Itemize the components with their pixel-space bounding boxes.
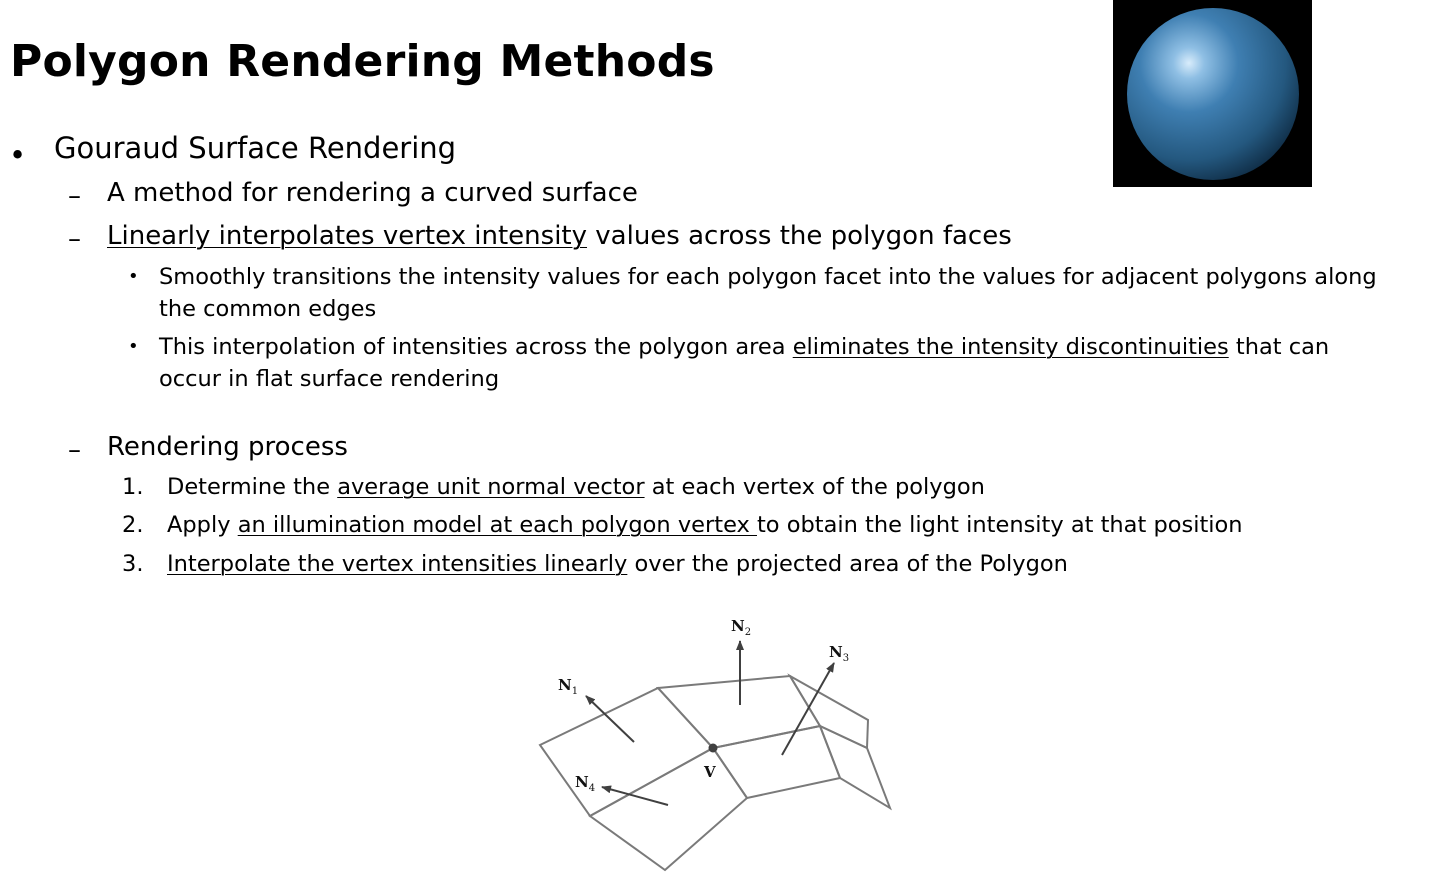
step-number: 2. — [122, 512, 144, 538]
label-n2: $N_2$ — [731, 617, 752, 638]
underlined-phrase: eliminates the intensity discontinuities — [792, 334, 1229, 360]
process-heading: Rendering process — [107, 432, 348, 462]
dot-marker: • — [128, 266, 139, 287]
vertex-v-dot — [709, 744, 718, 753]
vertex-normal-diagram — [520, 608, 920, 876]
label-n3: $N_3$ — [829, 643, 850, 664]
underlined-phrase: Linearly interpolates vertex intensity — [107, 221, 588, 251]
sub-item-text: values across the polygon faces — [587, 221, 1012, 251]
detail-smooth-line2: the common edges — [159, 296, 377, 322]
dash-marker: – — [68, 181, 81, 211]
sphere-illustration — [1113, 0, 1312, 187]
detail-smooth-line1: Smoothly transitions the intensity values for each polygon facet into the values for adjacent polygons along — [159, 264, 1377, 290]
underlined-phrase: Interpolate the vertex intensities linearly — [167, 551, 628, 577]
detail-eliminates-line1 — [159, 334, 1329, 360]
label-n1: $N_1$ — [558, 676, 579, 697]
polygon-face-6 — [820, 726, 890, 808]
shaded-sphere-image — [1113, 0, 1312, 187]
step-text: over the projected area of the Polygon — [627, 551, 1068, 577]
polygon-face-3 — [713, 726, 840, 798]
underlined-phrase: average unit normal vector — [337, 474, 645, 500]
step-text: Apply — [167, 512, 238, 538]
dash-marker: – — [68, 224, 81, 254]
polygon-face-5 — [790, 676, 868, 748]
step-1 — [167, 474, 985, 500]
step-number: 1. — [122, 474, 144, 500]
sub-item-interpolates — [107, 221, 1012, 251]
dash-marker: – — [68, 435, 81, 465]
label-n4: $N_4$ — [575, 773, 596, 794]
normal-arrow-n4 — [602, 787, 668, 805]
sub-item-curved-surface: A method for rendering a curved surface — [107, 178, 638, 208]
bullet-marker: • — [9, 138, 27, 172]
dot-marker: • — [128, 336, 139, 357]
detail-text: that can — [1228, 334, 1330, 360]
slide-title: Polygon Rendering Methods — [10, 36, 715, 87]
underlined-phrase: an illumination model at each polygon vertex — [237, 512, 757, 538]
label-vertex-v: V — [704, 763, 716, 781]
step-3 — [167, 551, 1068, 577]
detail-text: This interpolation of intensities across the polygon area — [159, 334, 793, 360]
step-number: 3. — [122, 551, 144, 577]
step-2 — [167, 512, 1243, 538]
step-text: Determine the — [167, 474, 338, 500]
step-text: to obtain the light intensity at that position — [756, 512, 1243, 538]
detail-eliminates-line2: occur in flat surface rendering — [159, 366, 500, 392]
step-text: at each vertex of the polygon — [644, 474, 985, 500]
bullet-gouraud: Gouraud Surface Rendering — [54, 131, 457, 165]
polygon-face-4 — [590, 748, 747, 870]
